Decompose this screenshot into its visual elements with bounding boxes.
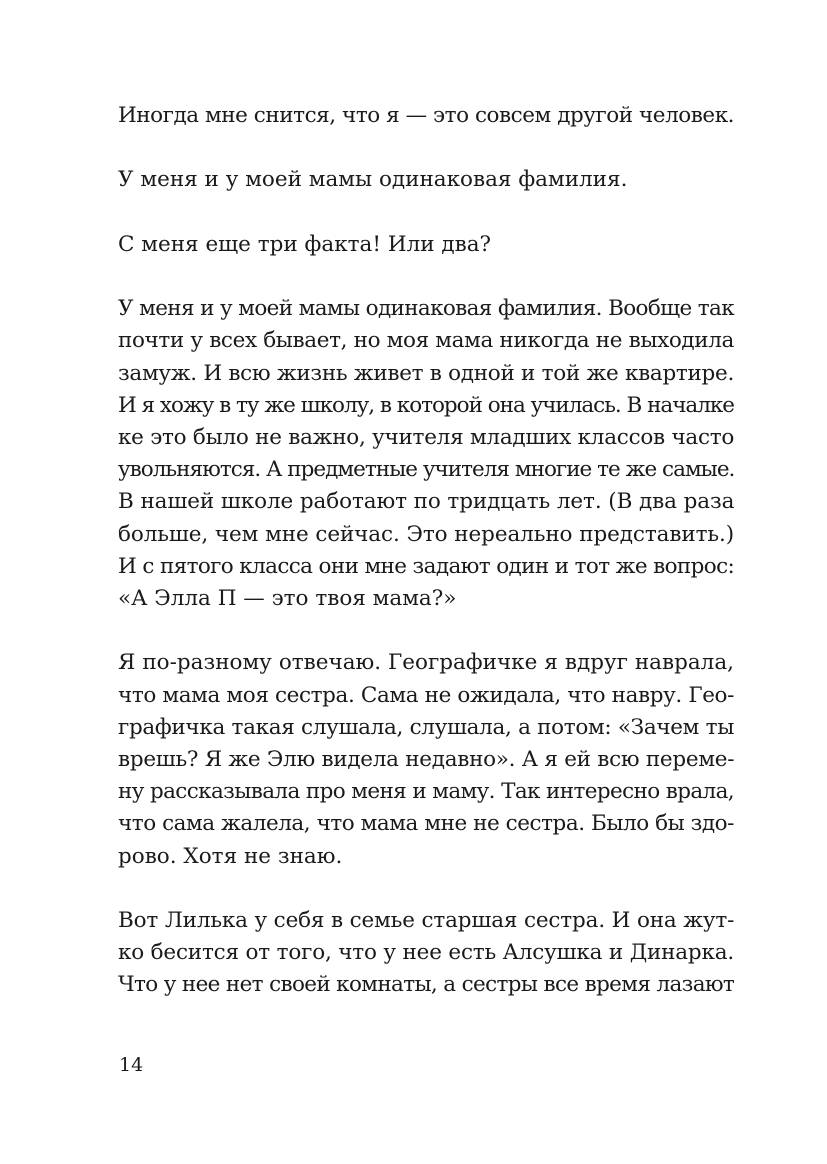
text-line: больше, чем мне сейчас. Это нереально представить.) [118, 521, 734, 547]
text-line: почти у всех бывает, но моя мама никогда не выходила [118, 328, 734, 354]
text-line: ке это было не важно, учителя младших классов часто [118, 424, 735, 450]
text-line: ко бесится от того, что у нее есть Алсушка и Динарка. [118, 940, 734, 966]
paragraph-geography [118, 647, 734, 872]
text-line: увольняются. А предметные учителя многие те же самые. [118, 457, 735, 483]
text-line: Я по-разному отвечаю. Географичке я вдруг наврала, [118, 650, 734, 676]
text-line: что сама жалела, что мама мне не сестра. Было бы здо- [118, 811, 734, 837]
paragraph-surname-short [118, 164, 734, 196]
text-line: И я хожу в ту же школу, в которой она училась. В началке [118, 392, 734, 418]
text-line: И с пятого класса они мне задают один и тот же вопрос: [118, 553, 735, 579]
page-number: 14 [119, 1054, 144, 1076]
paragraph-surname-long [118, 293, 734, 615]
text-line: У меня и у моей мамы одинаковая фамилия. [118, 167, 628, 193]
text-line: ну рассказывала про меня и маму. Так интересно врала, [118, 779, 734, 805]
paragraph-facts [118, 229, 734, 261]
text-line: «А Элла П — это твоя мама?» [118, 586, 457, 611]
text-line: Что у нее нет своей комнаты, а сестры все время лазают [118, 972, 735, 998]
text-line: В нашей школе работают по тридцать лет. (В два раза [118, 489, 735, 515]
paragraph-lilka [118, 905, 734, 1002]
text-line: графичка такая слушала, слушала, а потом: «Зачем ты [118, 714, 734, 740]
text-block [118, 100, 734, 1034]
text-line: Вот Лилька у себя в семье старшая сестра. И она жут- [118, 908, 735, 933]
paragraph-dream [118, 100, 734, 132]
text-line: У меня и у моей мамы одинаковая фамилия. Вообще так [118, 296, 734, 322]
text-line: замуж. И всю жизнь живет в одной и той же квартире. [118, 360, 734, 386]
text-line: врешь? Я же Элю видела недавно». А я ей всю переме- [118, 747, 735, 772]
text-line: С меня еще три факта! Или два? [118, 231, 492, 257]
text-line: что мама моя сестра. Сама не ожидала, что навру. Гео- [118, 682, 734, 708]
text-line: Иногда мне снится, что я — это совсем другой человек. [118, 103, 735, 128]
text-line: рово. Хотя не знаю. [118, 843, 343, 869]
